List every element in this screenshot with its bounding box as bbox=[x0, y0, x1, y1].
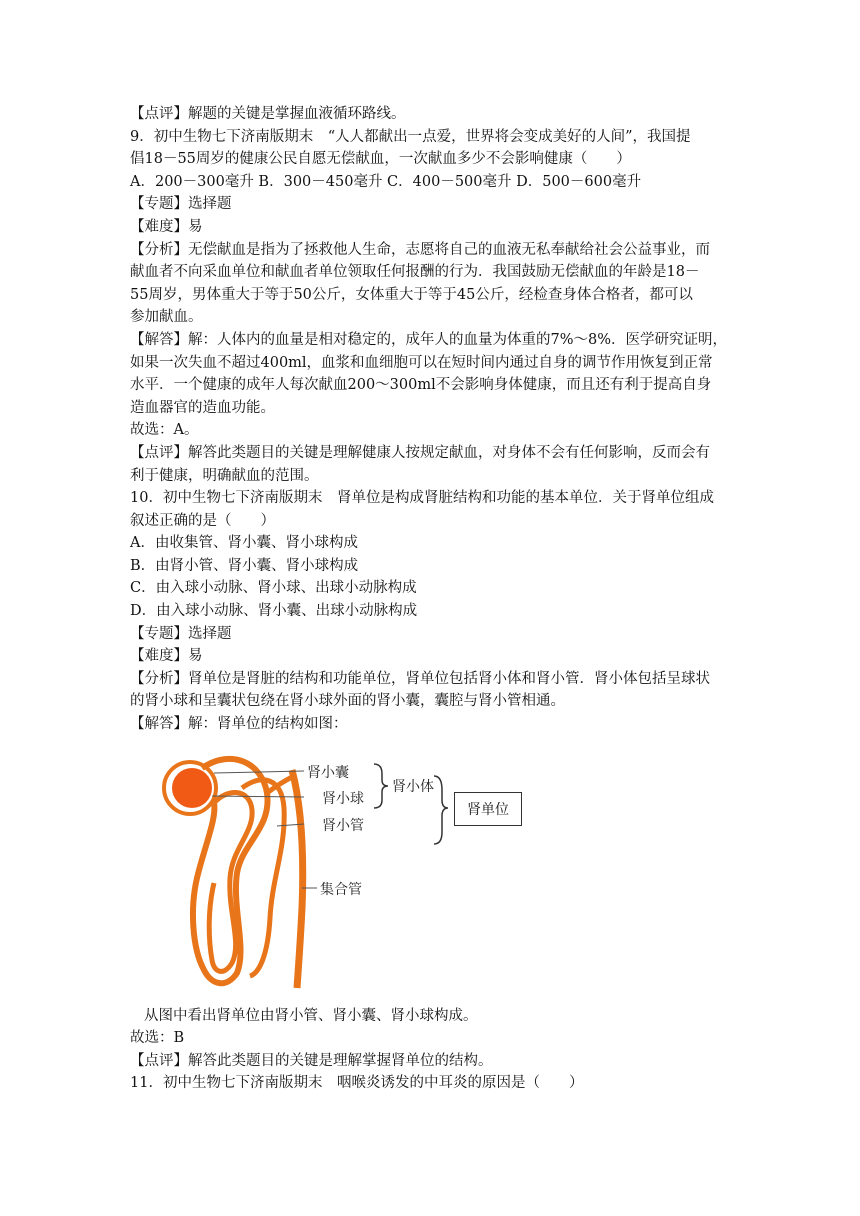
q9-stem-line-2: 倡18－55周岁的健康公民自愿无偿献血，一次献血多少不会影响健康（ ） bbox=[130, 151, 631, 168]
document-content bbox=[130, 103, 730, 1095]
q9-answer-line-1: 【解答】解：人体内的血量是相对稳定的，成年人的血量为体重的7%～8%．医学研究证明， bbox=[130, 331, 728, 348]
q10-topic: 【专题】选择题 bbox=[130, 625, 232, 642]
q10-analysis-line-2: 的肾小球和呈囊状包绕在肾小球外面的肾小囊，囊腔与肾小管相通。 bbox=[130, 693, 565, 710]
nephron-illustration bbox=[142, 748, 562, 993]
q10-review: 【点评】解答此类题目的关键是理解掌握肾单位的结构。 bbox=[130, 1052, 493, 1069]
q9-analysis-line-4: 参加献血。 bbox=[130, 309, 203, 326]
q9-options: A．200－300毫升 B．300－450毫升 C．400－500毫升 D．500－600毫升 bbox=[130, 173, 642, 190]
question-9 bbox=[130, 126, 730, 488]
q9-topic: 【专题】选择题 bbox=[130, 196, 232, 213]
label-capsule: 肾小囊 bbox=[307, 764, 349, 781]
q9-answer-line-4: 造血器官的造血功能。 bbox=[130, 399, 275, 416]
q10-conclusion: 从图中看出肾单位由肾小管、肾小囊、肾小球构成。 bbox=[144, 1007, 478, 1024]
label-glomerulus: 肾小球 bbox=[322, 790, 364, 807]
q9-analysis-line-3: 55周岁，男体重大于等于50公斤，女体重大于等于45公斤，经检查身体合格者，都可以 bbox=[130, 286, 693, 303]
label-collecting-duct: 集合管 bbox=[320, 881, 362, 898]
q10-stem-line-2: 叙述正确的是（ ） bbox=[130, 512, 275, 529]
q9-review-line-1: 【点评】解答此类题目的关键是理解健康人按规定献血，对身体不会有任何影响，反而会有 bbox=[130, 444, 710, 461]
label-renal-corpuscle: 肾小体 bbox=[392, 778, 434, 795]
question-10 bbox=[130, 487, 730, 1072]
tubule-loop-path bbox=[242, 779, 284, 975]
q10-option-d: D．由入球小动脉、肾小囊、出球小动脉构成 bbox=[130, 603, 418, 620]
q10-answer-intro: 【解答】解：肾单位的结构如图： bbox=[130, 716, 348, 733]
glomerulus-shape bbox=[172, 768, 212, 808]
q9-analysis-line-1: 【分析】无偿献血是指为了拯救他人生命，志愿将自己的血液无私奉献给社会公益事业，而 bbox=[130, 241, 710, 258]
q10-option-b: B．由肾小管、肾小囊、肾小球构成 bbox=[130, 557, 359, 574]
q9-difficulty: 【难度】易 bbox=[130, 218, 203, 235]
q11-stem: 11．初中生物七下济南版期末 咽喉炎诱发的中耳炎的原因是（ ） bbox=[130, 1075, 584, 1092]
question-11 bbox=[130, 1072, 730, 1095]
label-nephron-box: 肾单位 bbox=[454, 792, 522, 826]
collecting-duct-path bbox=[292, 770, 303, 988]
q9-stem-line-1: 9．初中生物七下济南版期末 “人人都献出一点爱，世界将会变成美好的人间”，我国提 bbox=[130, 128, 691, 145]
q10-option-a: A．由收集管、肾小囊、肾小球构成 bbox=[130, 535, 358, 552]
nephron-figure bbox=[142, 748, 562, 993]
label-tubule: 肾小管 bbox=[322, 817, 364, 834]
q10-difficulty: 【难度】易 bbox=[130, 648, 203, 665]
q9-answer-line-2: 如果一次失血不超过400ml，血浆和血细胞可以在短时间内通过自身的调节作用恢复到正常 bbox=[130, 354, 713, 371]
q9-answer-line-3: 水平．一个健康的成年人每次献血200～300ml不会影响身体健康，而且还有利于提高自身 bbox=[130, 377, 712, 394]
q9-choice: 故选：A。 bbox=[130, 422, 199, 439]
nephron-brace bbox=[434, 776, 448, 844]
q8-review: 【点评】解题的关键是掌握血液循环路线。 bbox=[130, 106, 406, 122]
corpuscle-brace bbox=[374, 764, 388, 808]
q10-option-c: C．由入球小动脉、肾小球、出球小动脉构成 bbox=[130, 580, 417, 597]
q10-analysis-line-1: 【分析】肾单位是肾脏的结构和功能单位，肾单位包括肾小体和肾小管．肾小体包括呈球状 bbox=[130, 670, 710, 687]
q10-choice: 故选：B bbox=[130, 1030, 185, 1047]
q9-analysis-line-2: 献血者不向采血单位和献血者单位领取任何报酬的行为．我国鼓励无偿献血的年龄是18－ bbox=[130, 264, 700, 281]
q9-review-line-2: 利于健康，明确献血的范围。 bbox=[130, 467, 319, 484]
q10-stem-line-1: 10．初中生物七下济南版期末 肾单位是构成肾脏结构和功能的基本单位．关于肾单位组成 bbox=[130, 490, 714, 507]
